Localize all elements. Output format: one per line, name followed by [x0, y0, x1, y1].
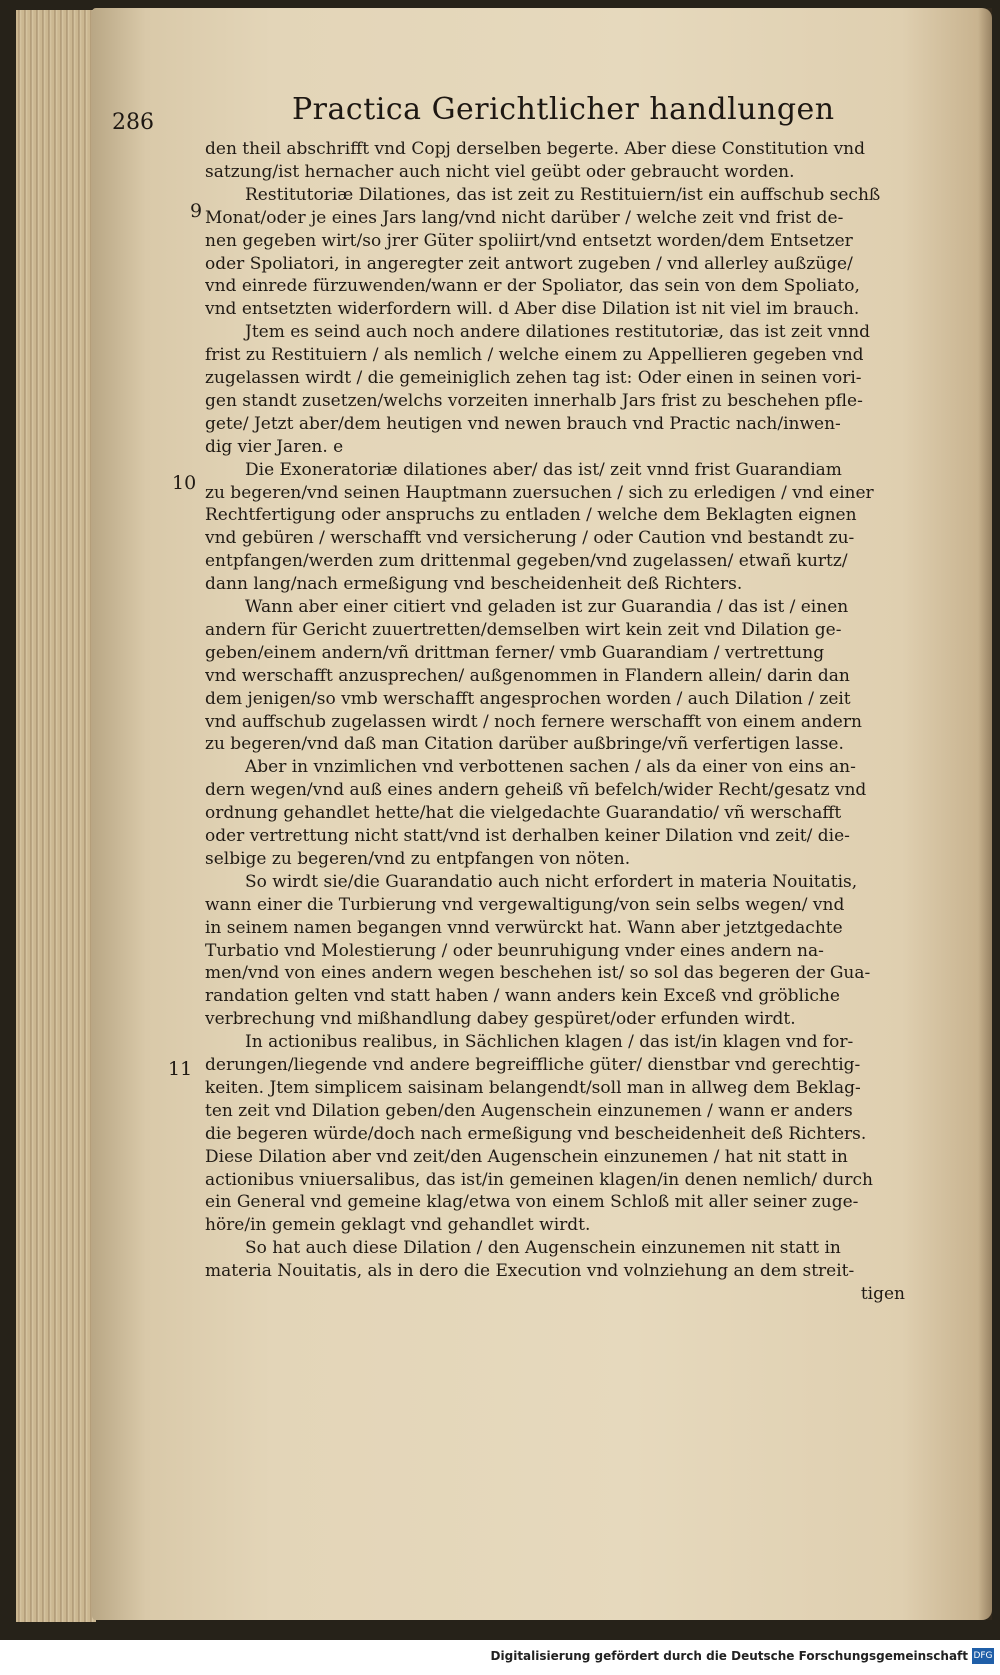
text-line: zu begeren/vnd seinen Hauptmann zuersuchen / sich zu erledigen / vnd einer — [205, 483, 874, 503]
text-line: Aber in vnzimlichen vnd verbottenen sachen / als da einer von eins an- — [245, 757, 856, 777]
page-header — [112, 92, 902, 135]
text-line: geben/einem andern/vñ drittman ferner/ vmb Guarandiam / vertrettung — [205, 643, 825, 663]
text-line: verbrechung vnd mißhandlung dabey gespüret/oder erfunden wirdt. — [205, 1009, 796, 1029]
text-line: Die Exoneratoriæ dilationes aber/ das ist/ zeit vnnd frist Guarandiam — [245, 460, 842, 480]
footer-bar — [0, 1640, 1000, 1675]
text-line: in seinem namen begangen vnnd verwürckt hat. Wann aber jetztgedachte — [205, 918, 843, 938]
text-line: Wann aber einer citiert vnd geladen ist zur Guarandia / das ist / einen — [245, 597, 849, 617]
dfg-logo: DFG — [972, 1648, 994, 1664]
text-line: nen gegeben wirt/so jrer Güter spoliirt/vnd entsetzt worden/dem Entsetzer — [205, 231, 853, 251]
text-line: Rechtfertigung oder anspruchs zu entladen / welche dem Beklagten eignen — [205, 505, 857, 525]
text-line: keiten. Jtem simplicem saisinam belangendt/soll man in allweg dem Beklag- — [205, 1078, 861, 1098]
text-line: men/vnd von eines andern wegen beschehen ist/ so sol das begeren der Gua- — [205, 963, 871, 983]
text-line: den theil abschrifft vnd Copj derselben begerte. Aber diese Constitution vnd — [205, 139, 866, 159]
text-line: dern wegen/vnd auß eines andern geheiß vñ befelch/wider Recht/gesatz vnd — [205, 780, 867, 800]
text-line: die begeren würde/doch nach ermeßigung vnd bescheidenheit deß Richters. — [205, 1124, 867, 1144]
text-line: vnd auffschub zugelassen wirdt / noch fernere werschafft von einem andern — [205, 712, 862, 732]
text-line: dann lang/nach ermeßigung vnd bescheidenheit deß Richters. — [205, 574, 743, 594]
text-line: vnd entsetzten widerfordern will. d Aber dise Dilation ist nit viel im brauch. — [205, 299, 860, 319]
text-line: dig vier Jaren. e — [205, 437, 344, 457]
text-line: So wirdt sie/die Guarandatio auch nicht erfordert in materia Nouitatis, — [245, 872, 858, 892]
text-line: Monat/oder je eines Jars lang/vnd nicht darüber / welche zeit vnd frist de- — [205, 208, 844, 228]
text-line: oder Spoliatori, in angeregter zeit antwort zugeben / vnd allerley außzüge/ — [205, 254, 853, 274]
text-line: Restitutoriæ Dilationes, das ist zeit zu Restituiern/ist ein auffschub sechß — [245, 185, 881, 205]
text-line: ein General vnd gemeine klag/etwa von einem Schloß mit aller seiner zuge- — [205, 1192, 859, 1212]
margin-number: 11 — [168, 1058, 193, 1080]
text-line: vnd gebüren / werschafft vnd versicherung / oder Caution vnd bestandt zu- — [205, 528, 855, 548]
text-line: vnd einrede fürzuwenden/wann er der Spoliator, das sein von dem Spoliato, — [205, 276, 860, 296]
text-line: actionibus vniuersalibus, das ist/in gemeinen klagen/in denen nemlich/ durch — [205, 1170, 873, 1190]
text-line: andern für Gericht zuuertretten/demselben wirt kein zeit vnd Dilation ge- — [205, 620, 842, 640]
text-line: frist zu Restituiern / als nemlich / welche einem zu Appellieren gegeben vnd — [205, 345, 864, 365]
text-line: vnd werschafft anzusprechen/ außgenommen in Flandern allein/ darin dan — [205, 666, 850, 686]
text-line: derungen/liegende vnd andere begreiffliche güter/ dienstbar vnd gerechtig- — [205, 1055, 861, 1075]
text-line: tigen — [860, 1284, 905, 1304]
page-shadow — [978, 8, 992, 1620]
margin-number: 10 — [172, 472, 197, 494]
text-line: randation gelten vnd statt haben / wann anders kein Exceß vnd gröbliche — [205, 986, 840, 1006]
running-head: Practica Gerichtlicher handlungen — [292, 92, 835, 127]
text-line: Diese Dilation aber vnd zeit/den Augenschein einzunemen / hat nit statt in — [205, 1147, 848, 1167]
text-line: So hat auch diese Dilation / den Augenschein einzunemen nit statt in — [245, 1238, 841, 1258]
text-line: höre/in gemein geklagt vnd gehandlet wirdt. — [205, 1215, 591, 1235]
text-line: ten zeit vnd Dilation geben/den Augenschein einzunemen / wann er anders — [205, 1101, 853, 1121]
text-line: oder vertrettung nicht statt/vnd ist derhalben keiner Dilation vnd zeit/ die- — [205, 826, 850, 846]
text-line: dem jenigen/so vmb werschafft angesprochen worden / auch Dilation / zeit — [205, 689, 851, 709]
text-line: gete/ Jetzt aber/dem heutigen vnd newen brauch vnd Practic nach/inwen- — [205, 414, 841, 434]
text-line: materia Nouitatis, als in dero die Execution vnd volnziehung an dem streit- — [205, 1261, 855, 1281]
margin-number: 9 — [190, 200, 203, 222]
funding-credit: Digitalisierung gefördert durch die Deutsche Forschungsgemeinschaft — [490, 1649, 968, 1663]
text-line: gen standt zusetzen/welchs vorzeiten innerhalb Jars frist zu beschehen pfle- — [205, 391, 863, 411]
text-line: zugelassen wirdt / die gemeiniglich zehen tag ist: Oder einen in seinen vori- — [205, 368, 862, 388]
text-line: satzung/ist hernacher auch nicht viel geübt oder gebraucht worden. — [205, 162, 795, 182]
text-line: Jtem es seind auch noch andere dilationes restitutoriæ, das ist zeit vnnd — [245, 322, 871, 342]
page-number: 286 — [112, 110, 154, 135]
text-line: wann einer die Turbierung vnd vergewaltigung/von sein selbs wegen/ vnd — [205, 895, 845, 915]
text-line: selbige zu begeren/vnd zu entpfangen von nöten. — [205, 849, 631, 869]
text-line: ordnung gehandlet hette/hat die vielgedachte Guarandatio/ vñ werschafft — [205, 803, 842, 823]
text-line: Turbatio vnd Molestierung / oder beunruhigung vnder eines andern na- — [205, 941, 824, 961]
text-line: zu begeren/vnd daß man Citation darüber außbringe/vñ verfertigen lasse. — [205, 734, 844, 754]
text-line: In actionibus realibus, in Sächlichen klagen / das ist/in klagen vnd for- — [245, 1032, 854, 1052]
text-line: entpfangen/werden zum drittenmal gegeben/vnd zugelassen/ etwañ kurtz/ — [205, 551, 848, 571]
page-edges — [16, 10, 96, 1622]
